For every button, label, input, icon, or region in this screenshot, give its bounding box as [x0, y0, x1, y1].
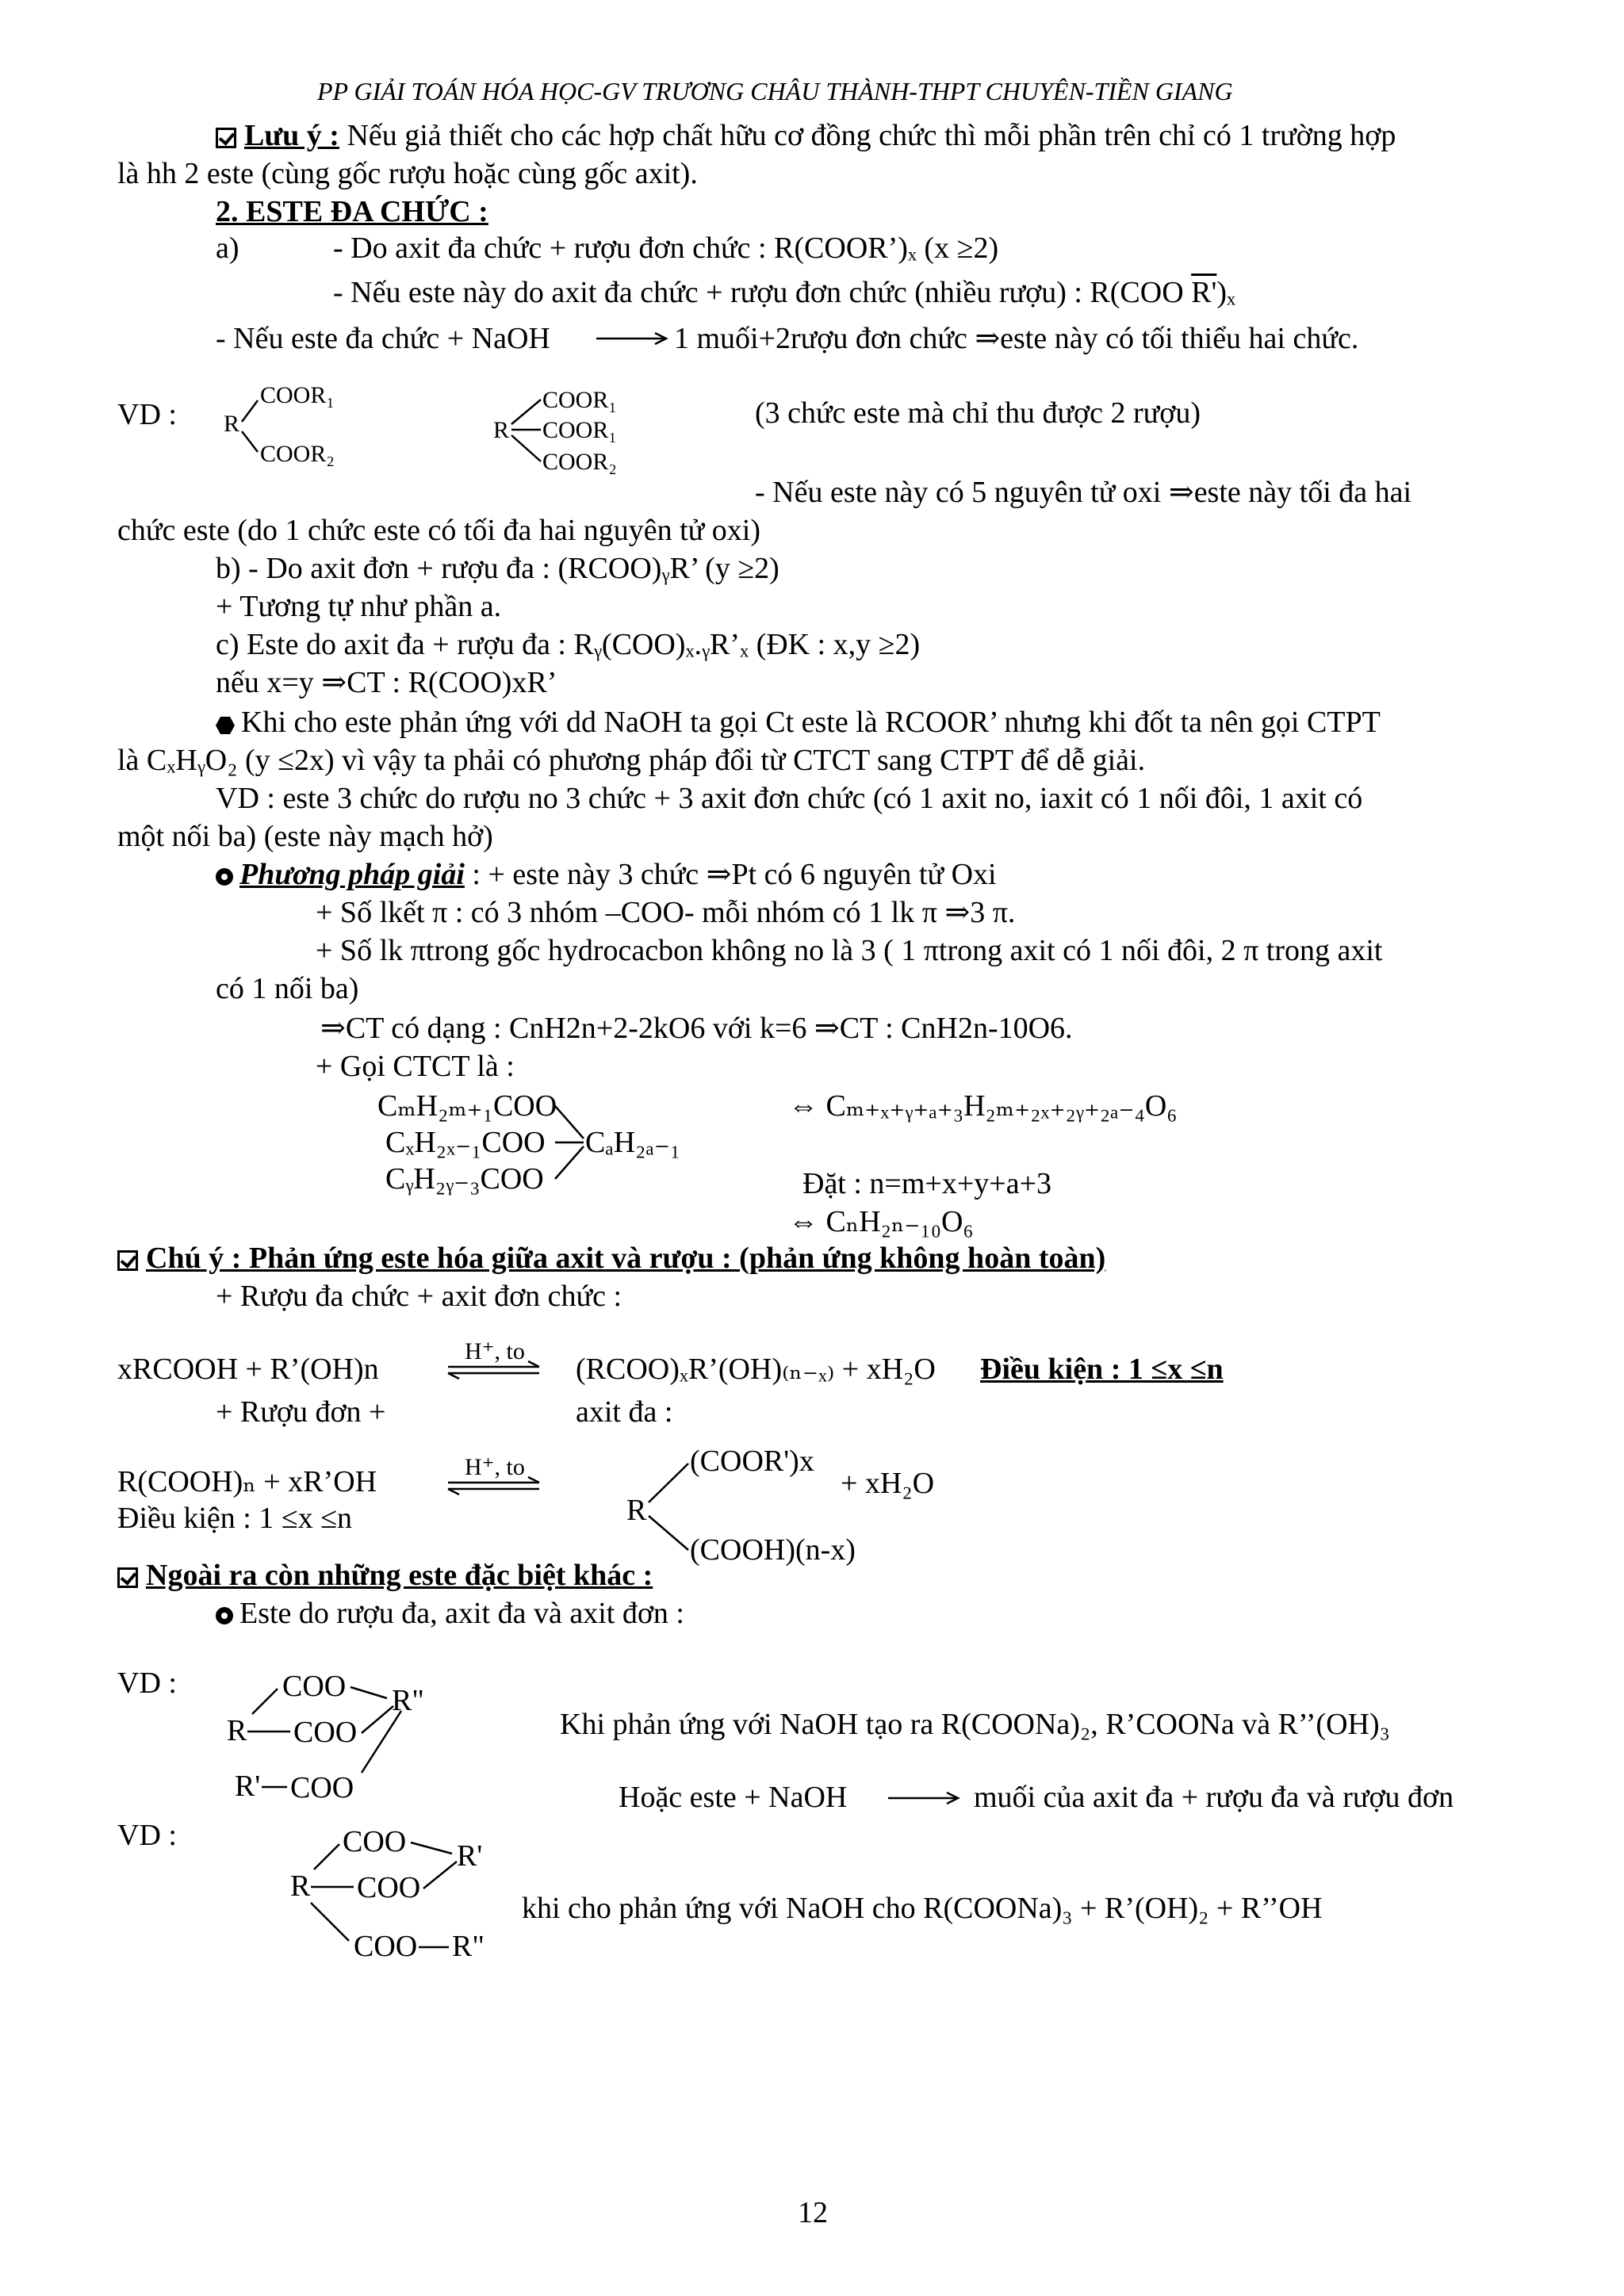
reaction-2-bottom: (COOH)(n-x)	[690, 1533, 856, 1567]
vd-label-1: VD :	[117, 398, 177, 431]
vd5-bond-coo1-rp	[411, 1843, 452, 1854]
reaction-2-bond-top	[649, 1464, 688, 1502]
vd1-bond-top	[242, 400, 258, 422]
vd4-r-prime: R'	[235, 1770, 261, 1803]
reaction-2-left: R(COOH)ₙ + xR’OH	[117, 1465, 377, 1498]
vd3-line-1: VD : este 3 chức do rượu no 3 chức + 3 axit đơn chức (có 1 axit no, iaxit có 1 nối đôi, 1 axit có	[216, 782, 1363, 815]
ctct-2: CₓH₂ₓ₋₁COO	[385, 1126, 546, 1159]
vd4-bond-r-coo1	[252, 1689, 278, 1714]
vd5-bond-coo2-rp	[423, 1862, 457, 1888]
vd5-bond-r-coo3	[311, 1903, 349, 1941]
reaction-2-water: + xH₂O	[841, 1467, 935, 1500]
vd4-bond-coo1-r2	[350, 1687, 387, 1698]
vd5-r-prime: R'	[457, 1839, 483, 1873]
ctct-3: CᵧH₂ᵧ₋₃COO	[385, 1162, 544, 1196]
vd2-bond-c	[511, 435, 541, 461]
vd4-bond-coo3-r2	[362, 1711, 401, 1773]
a-line-3-pre: - Nếu este đa chức + NaOH	[216, 322, 550, 355]
ctct-1: CₘH₂ₘ₊₁COO	[377, 1089, 557, 1123]
ctct-bond-1	[555, 1106, 584, 1138]
vd5-bond-r-coo1	[314, 1844, 339, 1869]
reaction-2-bond-bottom	[649, 1516, 688, 1550]
burn-line-2: là CₓHᵧO₂ (y ≤2x) vì vậy ta phải có phương pháp đổi từ CTCT sang CTPT để dễ giải.	[117, 744, 1146, 777]
method-line-6: + Gọi CTCT là :	[316, 1050, 515, 1083]
vd4-text-2-post: muối của axit đa + rượu đa và rượu đơn	[974, 1781, 1454, 1814]
eq-result: ⇔ CₙH₂ₙ₋₁₀O₆	[788, 1205, 974, 1238]
note-1-label: Lưu ý :	[244, 119, 339, 152]
vd4-coo-1: COO	[282, 1670, 347, 1703]
b-line-2: + Tương tự như phần a.	[216, 590, 502, 623]
vd4-text-1: Khi phản ứng với NaOH tạo ra R(COONa)₂, R’COONa và R’’(OH)₃	[560, 1708, 1390, 1741]
c-line-2: nếu x=y ⇒CT : R(COO)xR’	[216, 666, 557, 699]
reaction-arrow-2	[888, 1793, 958, 1804]
vd2-r: R	[493, 417, 510, 443]
reaction-arrow-1	[596, 333, 666, 344]
a-label: a)	[216, 232, 239, 265]
vd1-bond-bottom	[242, 431, 258, 452]
method-label: Phương pháp giải	[239, 858, 465, 891]
a-line-1: - Do axit đa chức + rượu đơn chức : R(COOR’)ₓ (x ≥2)	[333, 232, 999, 265]
a-line-2-pre: - Nếu este này do axit đa chức + rượu đơn chức (nhiều rượu) : R(COO	[333, 276, 1192, 309]
reaction-2-intro-right: axit đa :	[576, 1395, 673, 1429]
vd2-branch-a: COOR₁	[542, 387, 617, 413]
reaction-1-condition-label: Điều kiện : 1 ≤x ≤n	[980, 1353, 1224, 1386]
vd2-bond-a	[511, 400, 541, 424]
method-line-5: ⇒CT có dạng : CnH2n+2-2kO6 với k=6 ⇒CT : CnH2n-10O6.	[320, 1012, 1073, 1045]
vd5-coo-1: COO	[343, 1825, 407, 1858]
page-header: PP GIẢI TOÁN HÓA HỌC-GV TRƯƠNG CHÂU THÀNH-THPT CHUYÊN-TIỀN GIANG	[317, 77, 1233, 105]
vd2-branch-c: COOR₂	[542, 449, 617, 475]
reaction-2-condition-label: Điều kiện : 1 ≤x ≤n	[117, 1502, 353, 1535]
reaction-1-right: (RCOO)ₓR’(OH)₍ₙ₋ₓ₎ + xH₂O	[576, 1353, 936, 1386]
ctct-bond-3	[555, 1146, 584, 1179]
oxi-line-2: chức este (do 1 chức este có tối đa hai nguyên tử oxi)	[117, 514, 760, 547]
burn-line-1-text: Khi cho este phản ứng với dd NaOH ta gọi Ct este là RCOOR’ nhưng khi đốt ta nên gọi CTPT	[241, 706, 1381, 739]
reaction-2-top: (COOR')x	[690, 1445, 814, 1478]
note-1-line-2: là hh 2 este (cùng gốc rượu hoặc cùng gốc axit).	[117, 157, 698, 190]
vd1-top: COOR₁	[260, 382, 335, 408]
vd4-r-double-prime: R"	[392, 1684, 424, 1717]
reaction-1-condition: H⁺, to	[465, 1338, 525, 1364]
c-line-1: c) Este do axit đa + rượu đa : Rᵧ(COO)ₓ.ᵧR’ₓ (ĐK : x,y ≥2)	[216, 628, 921, 661]
page-number: 12	[798, 2196, 828, 2229]
note-2-text: Chú ý : Phản ứng este hóa giữa axit và rượu : (phản ứng không hoàn toàn)	[146, 1242, 1106, 1275]
b-line-1: b) - Do axit đơn + rượu đa : (RCOO)ᵧR’ (y ≥2)	[216, 552, 779, 585]
method-line-4: có 1 nối ba)	[216, 972, 359, 1005]
reaction-2-r: R	[626, 1494, 647, 1527]
method-text: : + este này 3 chức ⇒Pt có 6 nguyên tử Oxi	[464, 858, 997, 891]
vd3-line-2: một nối ba) (este này mạch hở)	[117, 820, 493, 853]
reaction-2-condition: H⁺, to	[465, 1454, 525, 1480]
ctct-core: CₐH₂ₐ₋₁	[585, 1126, 681, 1159]
vd5-coo-3: COO	[354, 1930, 418, 1963]
vd-label-4: VD :	[117, 1667, 177, 1700]
note-3-text: Ngoài ra còn những este đặc biệt khác :	[146, 1559, 653, 1592]
reaction-2-intro-left: + Rượu đơn +	[216, 1395, 386, 1429]
vd5-coo-2: COO	[357, 1871, 421, 1904]
reaction-1-left: xRCOOH + R’(OH)n	[117, 1353, 379, 1386]
vd4-coo-3: COO	[290, 1771, 354, 1804]
vd5-r-double-prime: R"	[452, 1930, 485, 1963]
section-2-title: 2. ESTE ĐA CHỨC :	[216, 195, 488, 228]
vd1-r: R	[224, 411, 240, 437]
vd5-r: R	[290, 1869, 311, 1903]
vd4-r: R	[227, 1714, 247, 1747]
equilibrium-arrow-1	[448, 1361, 539, 1379]
a-line-2-bar: R'	[1191, 276, 1217, 309]
vd5-text: khi cho phản ứng với NaOH cho R(COONa)₃ + R’(OH)₂ + R’’OH	[522, 1892, 1323, 1925]
vd4-coo-2: COO	[293, 1716, 358, 1749]
reaction-1-intro: + Rượu đa chức + axit đơn chức :	[216, 1280, 622, 1313]
method-line-3: + Số lk πtrong gốc hydrocacbon không no là 3 ( 1 πtrong axit có 1 nối đôi, 2 π trong axit	[316, 934, 1383, 967]
vd1-bottom: COOR₂	[260, 441, 335, 467]
method-line-2: + Số lkết π : có 3 nhóm –COO- mỗi nhóm có 1 lk π ⇒3 π.	[316, 896, 1016, 929]
vd2-note: (3 chức este mà chỉ thu được 2 rượu)	[755, 396, 1201, 430]
special-intro-text: Este do rượu đa, axit đa và axit đơn :	[239, 1597, 684, 1630]
a-line-2-post: )ₓ	[1216, 276, 1236, 309]
vd2-branch-b: COOR₁	[542, 417, 617, 443]
vd-label-5: VD :	[117, 1819, 177, 1852]
oxi-line-1: - Nếu este này có 5 nguyên tử oxi ⇒este này tối đa hai	[755, 476, 1412, 509]
a-line-3-post: 1 muối+2rượu đơn chức ⇒este này có tối thiểu hai chức.	[674, 322, 1359, 355]
vd4-text-2-pre: Hoặc este + NaOH	[619, 1781, 848, 1814]
note-1-text: Nếu giả thiết cho các hợp chất hữu cơ đồng chức thì mỗi phần trên chỉ có 1 trường hợp	[339, 119, 1396, 152]
equilibrium-arrow-2	[448, 1477, 539, 1494]
eq-set: Đặt : n=m+x+y+a+3	[802, 1167, 1052, 1200]
eq-formula: ⇔ Cₘ₊ₓ₊ᵧ₊ₐ₊₃H₂ₘ₊₂ₓ₊₂ᵧ₊₂ₐ₋₄O₆	[788, 1089, 1178, 1123]
